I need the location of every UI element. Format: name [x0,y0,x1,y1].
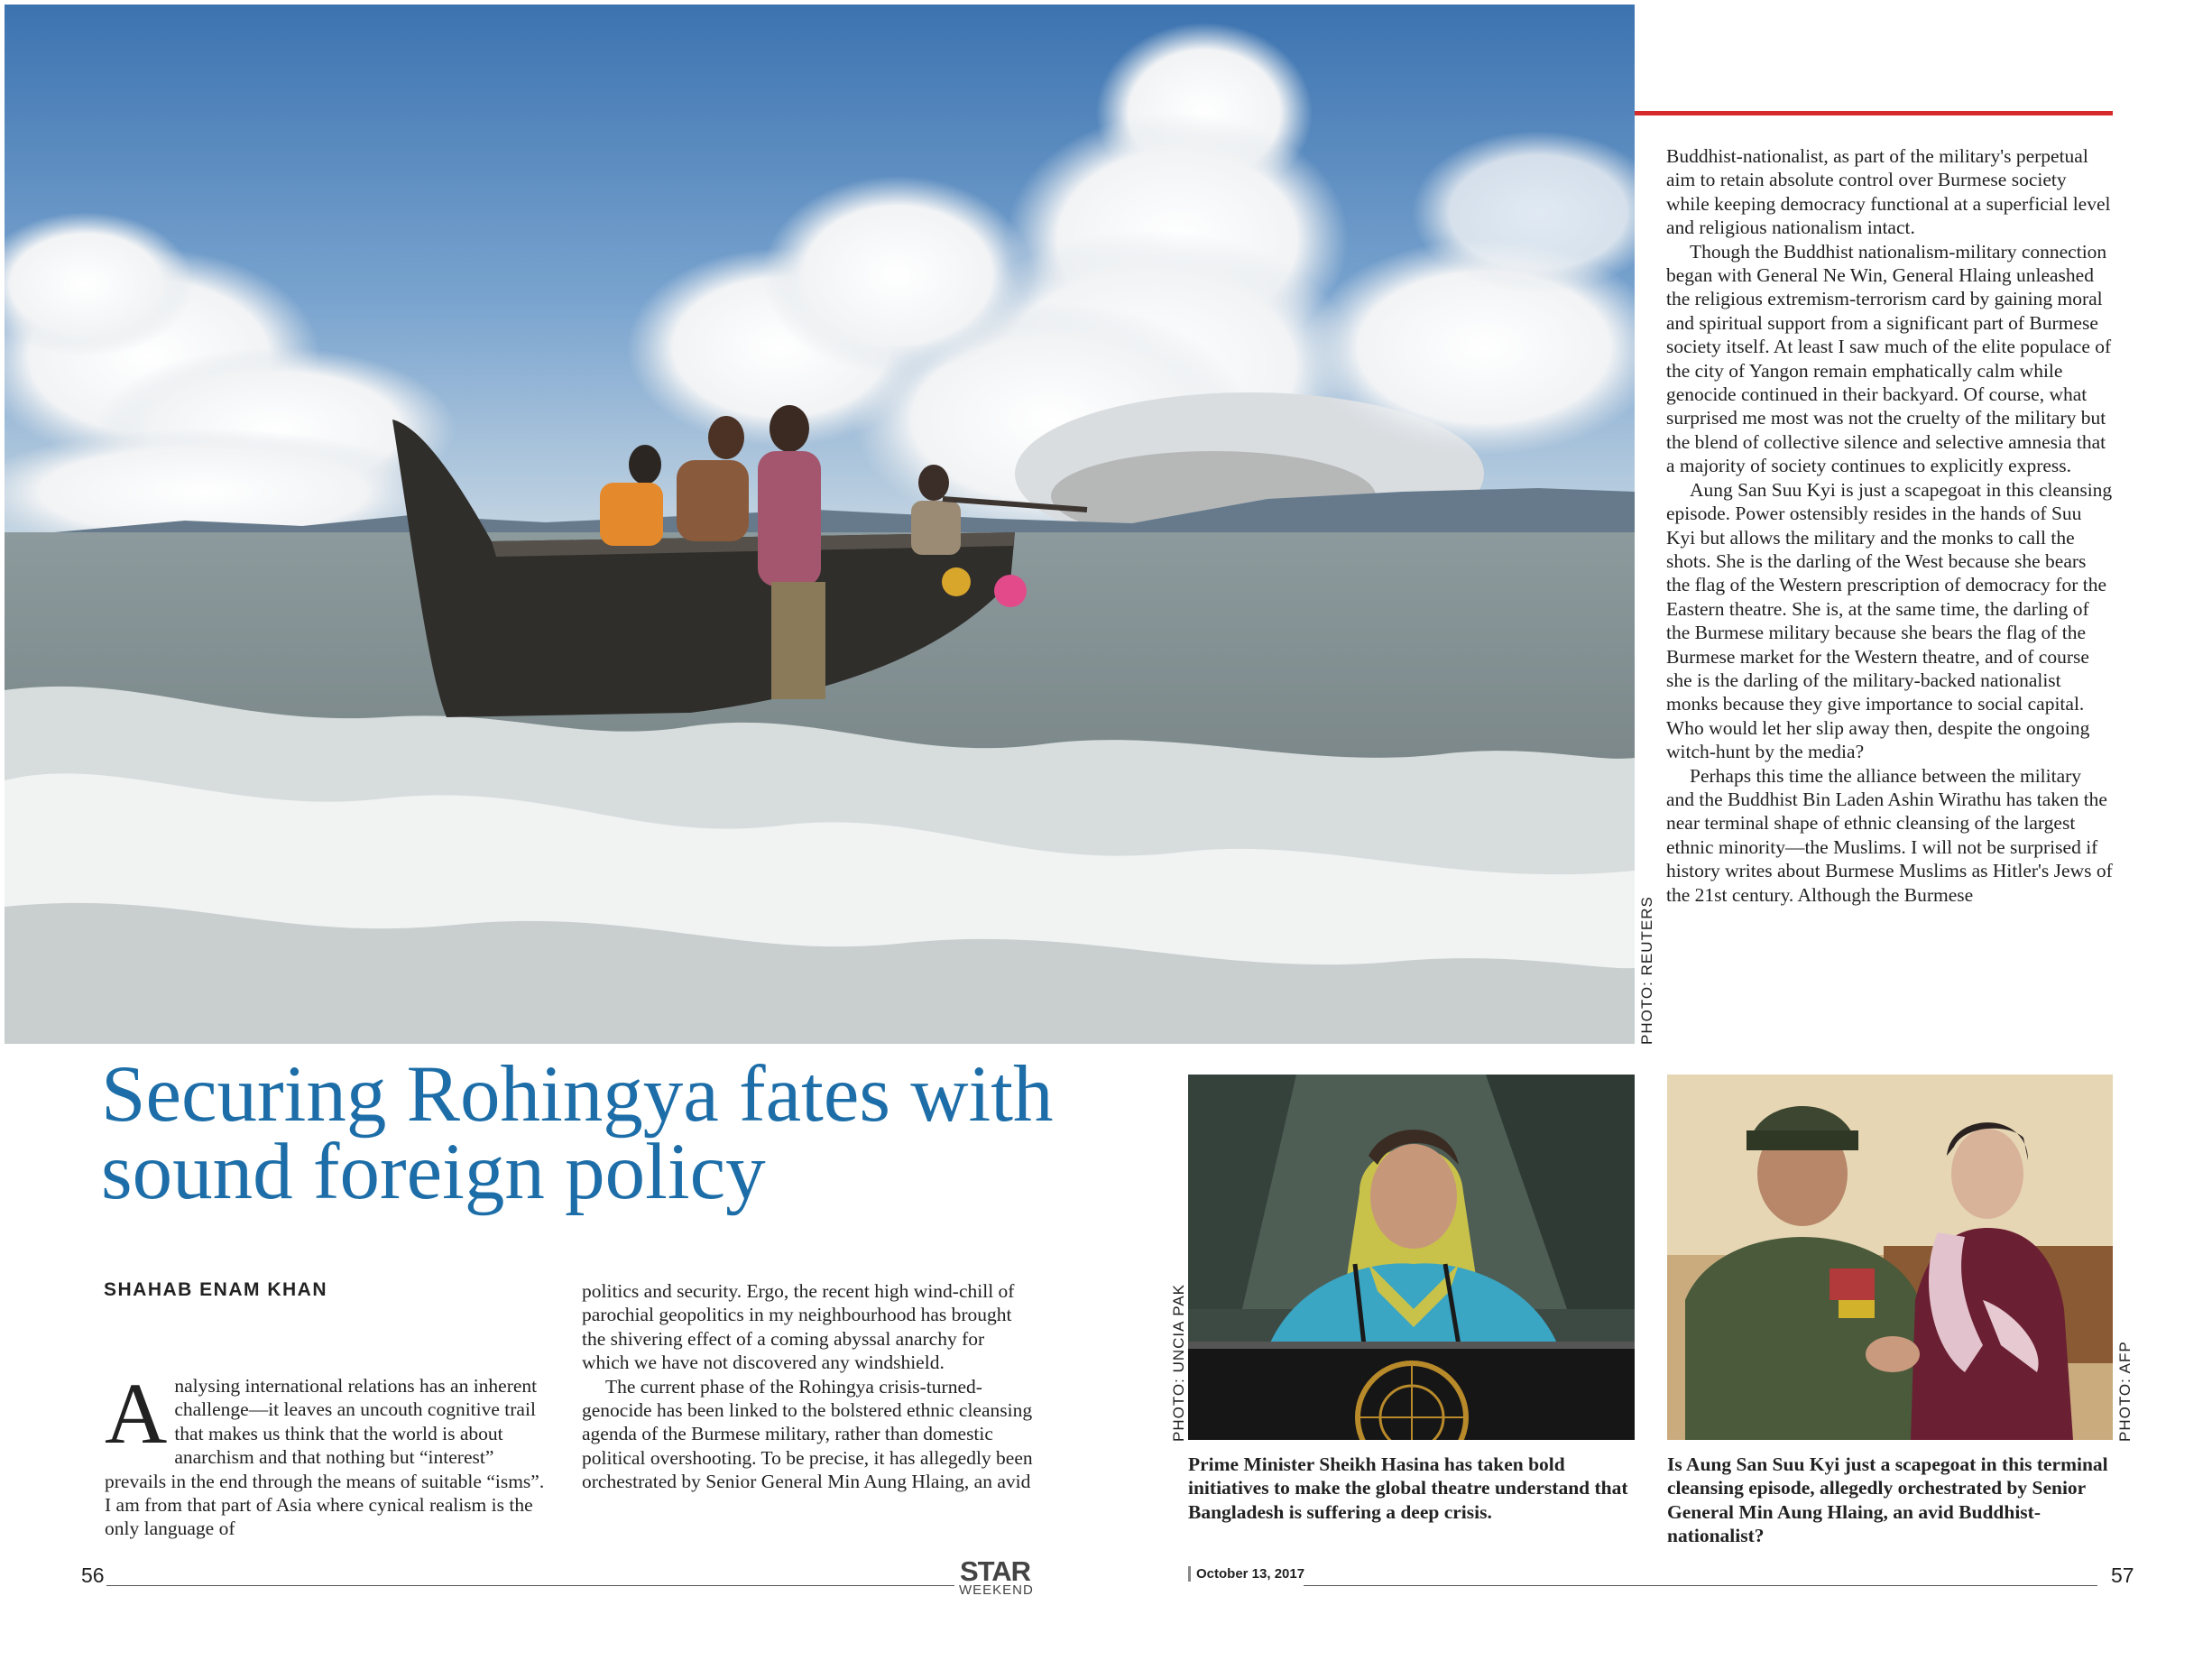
right-article-column [1666,144,2113,907]
accent-rule [1635,111,2113,115]
logo-star: STAR [959,1555,1031,1587]
photo1-credit: PHOTO: UNCIA PAK [1170,1283,1187,1442]
footer-rule-right [1304,1585,2097,1586]
photo2-caption: Is Aung San Suu Kyi just a scapegoat in this terminal cleansing episode, allegedly orchestrated by Senior General Min Aung Hlaing, an avid Buddhist-nationalist? [1667,1453,2108,1547]
star-weekend-logo [959,1555,1034,1598]
column-1-paragraph [105,1365,551,1541]
logo-weekend: WEEKEND [959,1582,1034,1598]
photo1-caption: Prime Minister Sheikh Hasina has taken bold initiatives to make the global theatre understand that Bangladesh is suffering a deep crisis. [1188,1453,1628,1523]
min-aung-hlaing-suu-kyi-photo [1667,1075,2113,1440]
photo2-illustration [1667,1075,2113,1440]
right-paragraph-3: Aung San Suu Kyi is just a scapegoat in this cleansing episode. Power ostensibly resides in the hands of Suu Kyi but allows the military and the monks to call the shots. She is the darling of the West because she bears the flag of the Western prescription of democracy for the Eastern theatre. She is, at the same time, the darling of the Burmese military because she bears the flag of the Burmese market for the Western theatre, and of course she is the darling of the military-backed nationalist monks because they give importance to social capital. Who would let her slip away then, despite the ongoing witch-hunt by the media? [1666,478,2113,763]
page-number-right: 57 [2111,1564,2134,1587]
column-2-paragraph-1: politics and security. Ergo, the recent high wind-chill of parochial geopolitics in my neighbourhood has brought the shivering effect of a coming abyssal anarchy for which we have not discovered any windshield. [582,1280,1015,1374]
page-number-left: 56 [81,1564,105,1587]
issue-date: October 13, 2017 [1188,1566,1304,1582]
article-column-1 [105,1365,551,1541]
column-2-paragraph-2: The current phase of the Rohingya crisis-turned-genocide has been linked to the bolstered ethnic cleansing agenda of the Burmese military, rather than domestic political overshooting. To be precise, it has allegedly been orchestrated by Senior General Min Aung Hlaing, an avid [582,1375,1033,1493]
hasina-photo [1188,1075,1635,1440]
right-paragraph-1: Buddhist-nationalist, as part of the military's perpetual aim to retain absolute control over Burmese society while keeping democracy functional at a superficial level and religious nationalism intact. [1666,145,2111,239]
hero-photo-illustration [5,5,1635,1044]
hero-photo [5,5,1635,1044]
drop-cap: A [105,1365,168,1462]
column-1-text: nalysing international relations has an inherent challenge—it leaves an uncouth cognitive trail that makes us think that the world is about anarchism and that nothing but “interest” prevails in the end through the means of suitable “isms”. I am from that part of Asia where cynical realism is the only language of [105,1375,545,1540]
footer-rule-left [106,1585,954,1586]
hero-photo-credit: PHOTO: REUTERS [1638,896,1655,1045]
right-paragraph-4: Perhaps this time the alliance between the military and the Buddhist Bin Laden Ashin Wirathu has taken the near terminal shape of ethnic cleansing of the largest ethnic minority—the Muslims. I will not be surprised if history writes about Burmese Muslims as Hitler's Jews of the 21st century. Although the Burmese [1666,764,2113,906]
article-column-2 [582,1279,1033,1494]
byline: SHAHAB ENAM KHAN [104,1279,327,1300]
photo2-credit: PHOTO: AFP [2116,1341,2134,1442]
hasina-photo-illustration [1188,1075,1635,1440]
article-headline: Securing Rohingya fates with sound foreign policy [101,1050,1054,1216]
right-paragraph-2: Though the Buddhist nationalism-military connection began with General Ne Win, General Hlaing unleashed the religious extremism-terrorism card by gaining moral and spiritual support from a significant part of Burmese society itself. At least I saw much of the elite populace of the city of Yangon remain emphatically calm while genocide continued in their backyard. Of course, what surprised me most was not the cruelty of the military but the blend of collective silence and selective amnesia that a majority of society continues to explicitly express. [1666,240,2112,477]
